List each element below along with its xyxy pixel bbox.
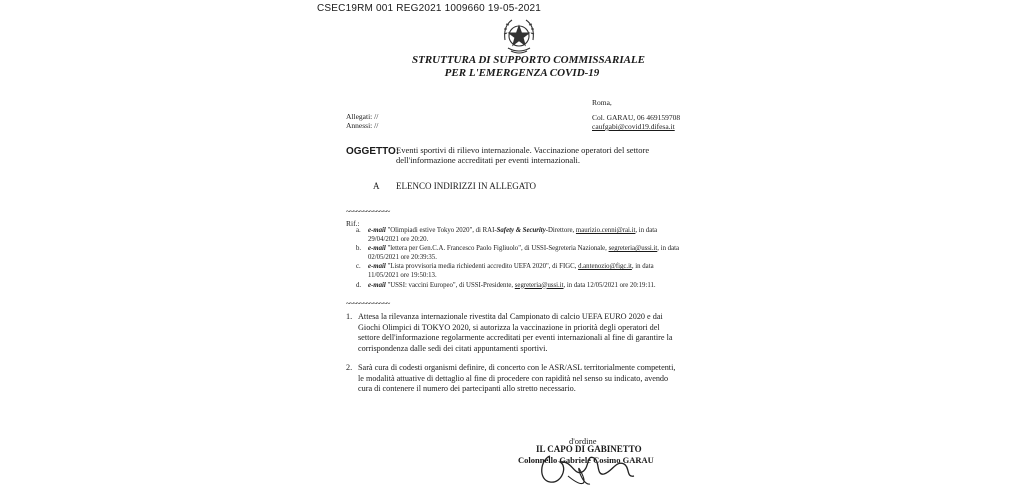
reference-letter: d. [356,281,362,289]
handwritten-signature-icon [520,446,670,490]
reference-email-link[interactable]: segreteria@ussi.it [514,281,564,289]
reference-item [356,282,682,291]
reference-item [356,245,682,262]
reference-letter: c. [356,263,361,271]
office-header [412,54,645,80]
office-header-line2: PER L'EMERGENZA COVID-19 [444,67,600,79]
annessi-line: Annessi: // [346,121,379,130]
signature-name: Colonnello Gabriele Cosimo GARAU [518,455,654,465]
reference-kind: e-mail [368,263,386,271]
paragraph-text: Attesa la rilevanza internazionale rivestita dal Campionato di calcio UEFA EURO 2020 e dai Giochi Olimpici di TOKYO 2020, si autorizza la vaccinazione in priorità degli operatori del settore dell'informazione regolarmente accreditati per eventi internazionali al fine di garantire la corrispondenza dalle sedi dei citati appuntamenti sportivi. [358,312,673,353]
protocol-number: CSEC19RM 001 REG2021 1009660 19-05-2021 [317,3,542,14]
reference-body [368,263,682,280]
office-header-line1: STRUTTURA DI SUPPORTO COMMISSARIALE [412,54,645,66]
recipient-text: ELENCO INDIRIZZI IN ALLEGATO [396,181,537,191]
paragraph-text: Sarà cura di codesti organismi definire, di concerto con le ASR/ASL territorialmente competenti, le modalità attuative di dettaglio al fine di procedere con rapidità nel senso su indicato, avendo cura di contenere il numero dei partecipanti allo stretto necessario. [358,363,676,393]
reference-email-link[interactable]: d.antenozio@figc.it [578,263,632,271]
reference-letter: b. [356,245,362,253]
attachments [346,112,378,130]
signature-title: IL CAPO DI GABINETTO [536,444,642,454]
paragraph [346,312,678,354]
body-paragraphs [346,312,678,404]
reference-date: , in data 02/05/2021 ore 20:39:35. [368,245,680,261]
reference-text: "Lista provvisoria media richiedenti accredito UEFA 2020", di FIGC, [387,263,577,271]
reference-emphasis: Safety & Security [496,227,546,234]
allegati-line: Allegati: // [346,112,379,121]
reference-kind: e-mail [368,281,386,289]
paragraph [346,363,678,395]
reference-email-link[interactable]: segreteria@ussi.it [608,245,658,253]
reference-text-2: -Direttore, [545,227,575,234]
reference-letter: a. [356,227,361,234]
recipient-label: A [373,181,380,191]
reference-kind: e-mail [368,227,386,234]
reference-text: "Olimpiadi estive Tokyo 2020", di RAI- [387,227,497,234]
separator-wave: ~~~~~~~~~~~~~ [346,299,390,308]
signature-ordine: d'ordine [569,436,597,446]
reference-body [368,282,656,291]
reference-body [368,227,682,244]
contact-email-link[interactable]: caufgabi@covid19.difesa.it [592,122,675,131]
place: Roma, [592,98,612,107]
contact-name: Col. GARAU, 06 469159708 [592,113,681,122]
references-list [356,227,682,291]
separator-wave: ~~~~~~~~~~~~~ [346,207,390,216]
reference-date: , in data 29/04/2021 ore 20:20. [368,227,658,243]
rif-label: Rif.: [346,219,360,228]
paragraph-number: 1. [346,312,353,321]
italian-republic-emblem-icon [500,14,538,56]
reference-item [356,263,682,280]
reference-body [368,245,682,262]
oggetto-text: Eventi sportivi di rilievo internazionale. Vaccinazione operatori del settore dell'informazione accreditati per eventi internazionali. [396,145,650,165]
reference-kind: e-mail [368,245,386,253]
reference-item [356,227,682,244]
reference-date: , in data 12/05/2021 ore 20:19:11. [563,281,656,289]
oggetto-label: OGGETTO: [346,146,400,157]
reference-text: "lettera per Gen.C.A. Francesco Paolo Figliuolo", di USSI-Segreteria Nazionale, [387,245,607,253]
reference-email-link[interactable]: maurizio.cenni@rai.it [575,227,636,234]
contact-block [592,113,680,131]
reference-date: , in data 11/05/2021 ore 19:50:13. [368,263,654,279]
reference-text: "USSI: vaccini Europeo", di USSI-Presidente, [387,281,514,289]
paragraph-number: 2. [346,363,353,372]
